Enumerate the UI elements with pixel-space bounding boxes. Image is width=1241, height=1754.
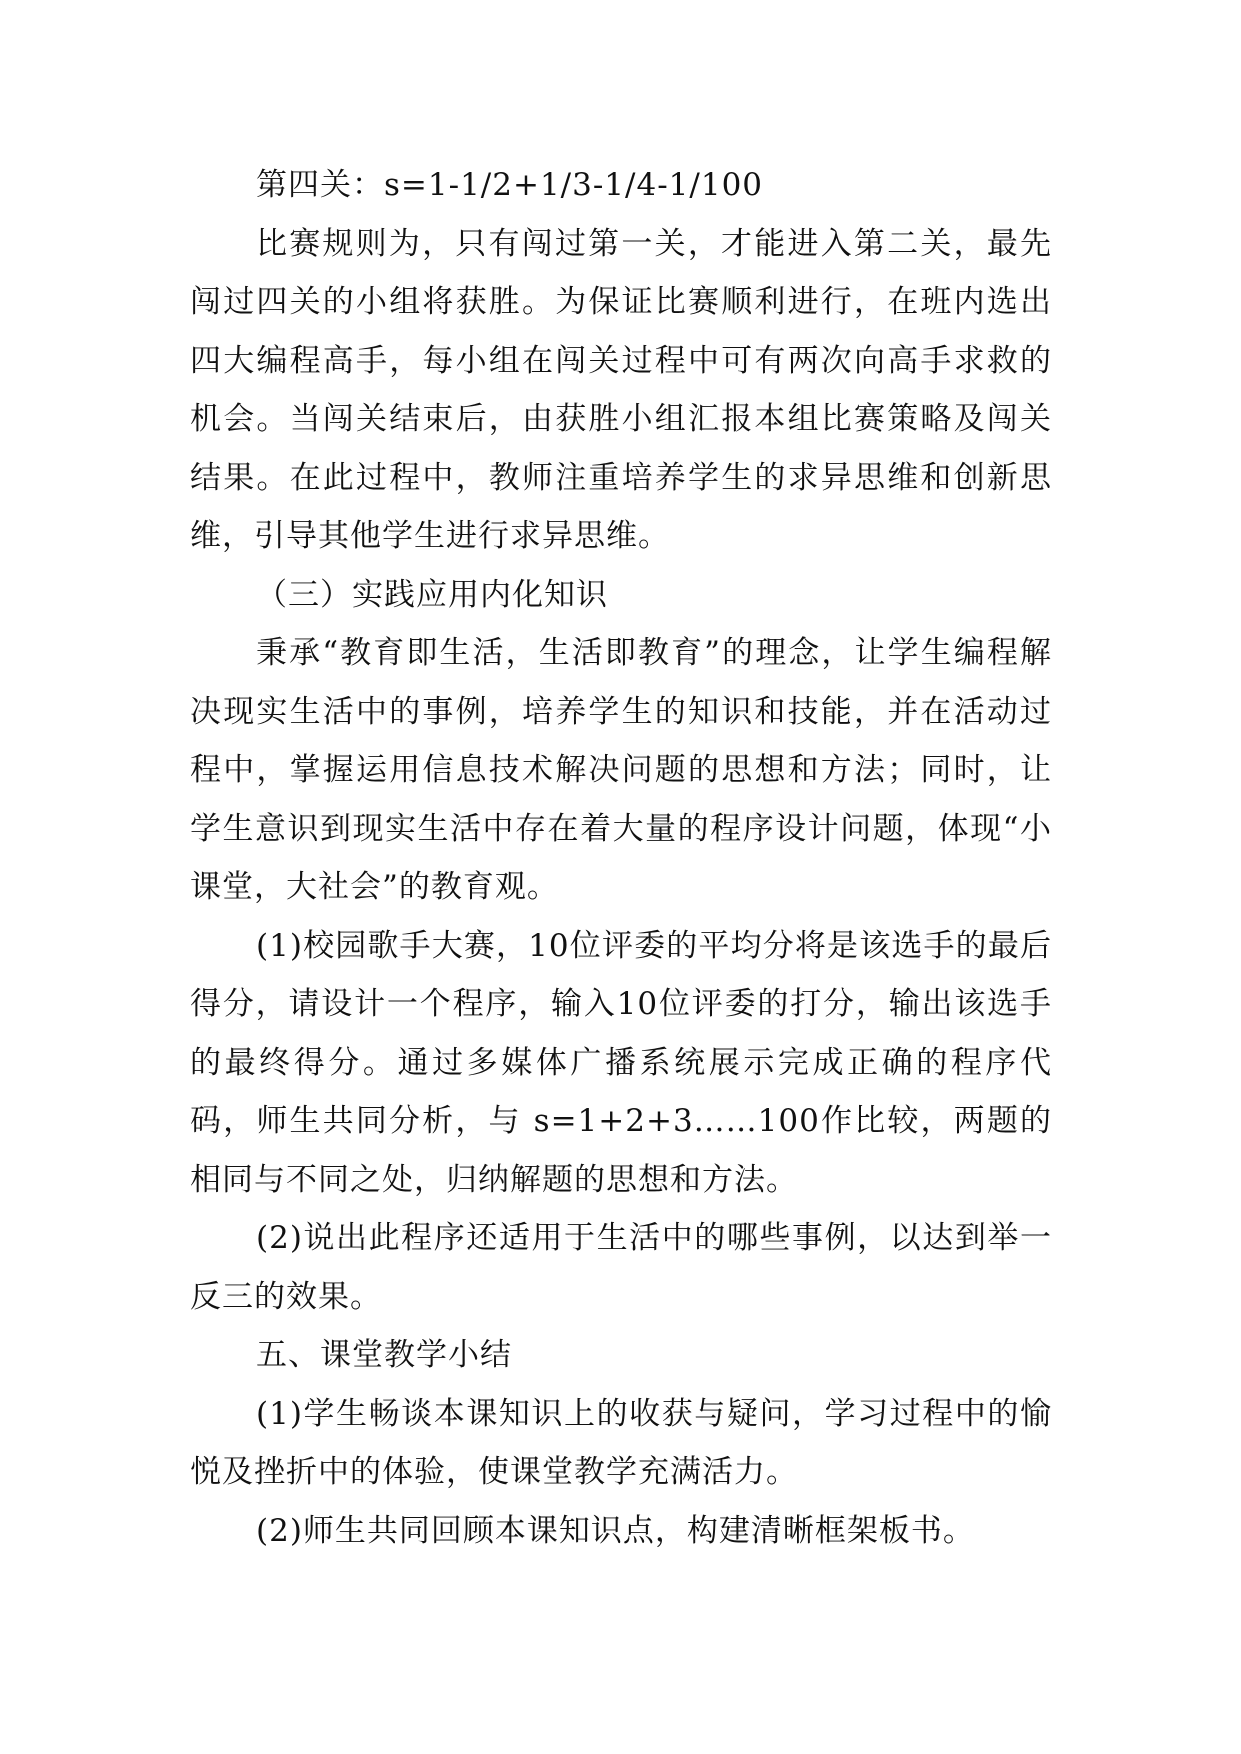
singer-contest-paragraph: (1)校园歌手大赛，10位评委的平均分将是该选手的最后得分，请设计一个程序，输入10位评委的打分，输出该选手的最终得分。通过多媒体广播系统展示完成正确的程序代码，师生共同分析，与 s=1+2+3……100作比较，两题的相同与不同之处，归纳解题的思想和方法。 (190, 927, 1052, 1198)
level-four-formula: 第四关：s=1-1/2+1/3-1/4-1/100 (256, 167, 764, 203)
practice-concept-paragraph: 秉承“教育即生活，生活即教育”的理念，让学生编程解决现实生活中的事例，培养学生的知识和技能，并在活动过程中，掌握运用信息技术解决问题的思想和方法；同时，让学生意识到现实生活中存在着大量的程序设计问题，体现“小课堂，大社会”的教育观。 (190, 635, 1052, 905)
summary-item-1: (1)学生畅谈本课知识上的收获与疑问，学习过程中的愉悦及挫折中的体验，使课堂教学充满活力。 (190, 1395, 1052, 1490)
document-body (190, 156, 1052, 1560)
applications-paragraph: (2)说出此程序还适用于生活中的哪些事例，以达到举一反三的效果。 (190, 1220, 1052, 1315)
summary-item-2: (2)师生共同回顾本课知识点，构建清晰框架板书。 (256, 1512, 975, 1549)
competition-rules-paragraph: 比赛规则为，只有闯过第一关，才能进入第二关，最先闯过四关的小组将获胜。为保证比赛顺利进行，在班内选出四大编程高手，每小组在闯关过程中可有两次向高手求救的机会。当闯关结束后，由获胜小组汇报本组比赛策略及闯关结果。在此过程中，教师注重培养学生的求异思维和创新思维，引导其他学生进行求异思维。 (190, 225, 1052, 554)
section-heading-summary: 五、课堂教学小结 (256, 1337, 512, 1373)
section-heading-practice: （三）实践应用内化知识 (256, 576, 608, 613)
